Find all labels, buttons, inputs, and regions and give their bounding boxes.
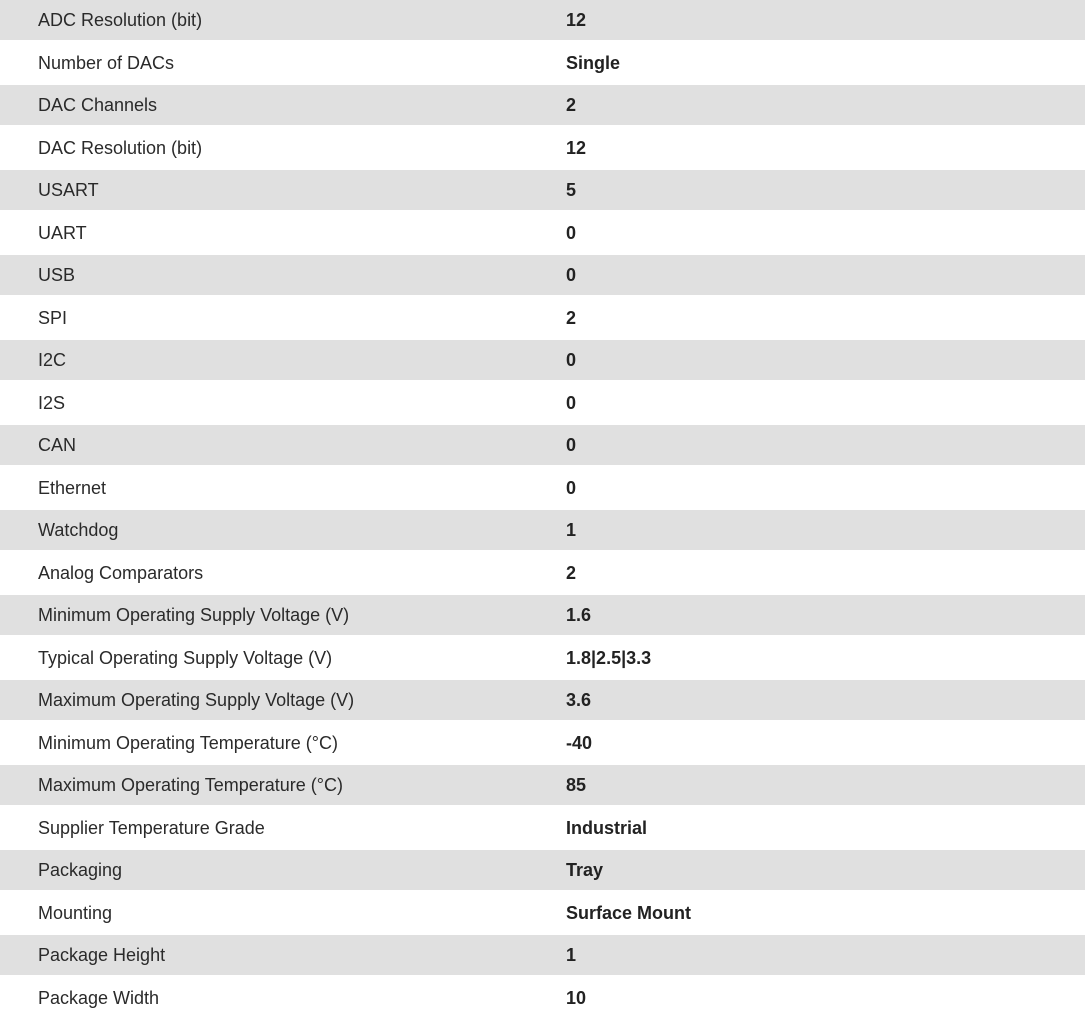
table-row (0, 125, 1085, 170)
table-row (0, 935, 1085, 975)
spec-value: 1.8|2.5|3.3 (566, 635, 1085, 680)
spec-label: Maximum Operating Temperature (°C) (0, 765, 566, 805)
spec-label: USB (0, 255, 566, 295)
table-row (0, 550, 1085, 595)
spec-label: Watchdog (0, 510, 566, 550)
table-row (0, 510, 1085, 550)
spec-value: 0 (566, 210, 1085, 255)
spec-value: 2 (566, 550, 1085, 595)
spec-value: 0 (566, 465, 1085, 510)
spec-value: 0 (566, 425, 1085, 465)
spec-label: I2S (0, 380, 566, 425)
spec-label: ADC Resolution (bit) (0, 0, 566, 40)
spec-value: 1 (566, 935, 1085, 975)
table-row (0, 890, 1085, 935)
spec-label: Number of DACs (0, 40, 566, 85)
spec-label: Ethernet (0, 465, 566, 510)
spec-label: UART (0, 210, 566, 255)
table-row (0, 635, 1085, 680)
spec-label: DAC Channels (0, 85, 566, 125)
spec-value: 85 (566, 765, 1085, 805)
spec-label: Packaging (0, 850, 566, 890)
spec-label: Maximum Operating Supply Voltage (V) (0, 680, 566, 720)
table-row (0, 850, 1085, 890)
spec-value: 1 (566, 510, 1085, 550)
spec-label: Supplier Temperature Grade (0, 805, 566, 850)
table-row (0, 295, 1085, 340)
table-row (0, 380, 1085, 425)
spec-value: Surface Mount (566, 890, 1085, 935)
spec-label: Mounting (0, 890, 566, 935)
spec-value: -40 (566, 720, 1085, 765)
spec-label: Package Height (0, 935, 566, 975)
spec-label: Minimum Operating Temperature (°C) (0, 720, 566, 765)
table-row (0, 340, 1085, 380)
table-row (0, 720, 1085, 765)
spec-value: 0 (566, 255, 1085, 295)
spec-label: DAC Resolution (bit) (0, 125, 566, 170)
table-row (0, 210, 1085, 255)
spec-value: 0 (566, 340, 1085, 380)
table-row (0, 425, 1085, 465)
table-row (0, 0, 1085, 40)
spec-value: 12 (566, 125, 1085, 170)
table-row (0, 805, 1085, 850)
spec-label: USART (0, 170, 566, 210)
spec-value: 0 (566, 380, 1085, 425)
spec-value: 5 (566, 170, 1085, 210)
spec-label: CAN (0, 425, 566, 465)
spec-value: 3.6 (566, 680, 1085, 720)
spec-value: Industrial (566, 805, 1085, 850)
table-row (0, 765, 1085, 805)
spec-value: Single (566, 40, 1085, 85)
table-row (0, 40, 1085, 85)
spec-value: 1.6 (566, 595, 1085, 635)
table-row (0, 595, 1085, 635)
table-row (0, 255, 1085, 295)
table-row (0, 170, 1085, 210)
spec-label: Analog Comparators (0, 550, 566, 595)
table-row (0, 975, 1085, 1017)
spec-label: Minimum Operating Supply Voltage (V) (0, 595, 566, 635)
table-row (0, 680, 1085, 720)
spec-value: 10 (566, 975, 1085, 1017)
spec-label: SPI (0, 295, 566, 340)
spec-label: Package Width (0, 975, 566, 1017)
spec-label: Typical Operating Supply Voltage (V) (0, 635, 566, 680)
spec-value: 2 (566, 295, 1085, 340)
spec-value: 2 (566, 85, 1085, 125)
table-row (0, 85, 1085, 125)
spec-value: Tray (566, 850, 1085, 890)
spec-value: 12 (566, 0, 1085, 40)
table-row (0, 465, 1085, 510)
spec-label: I2C (0, 340, 566, 380)
